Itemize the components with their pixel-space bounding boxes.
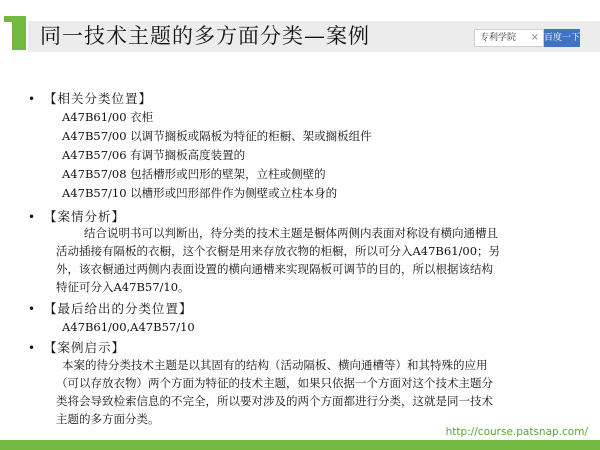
title-accent-bar [12,16,26,50]
footer-url[interactable]: http://course.patsnap.com/ [445,426,588,438]
classification-item: A47B57/08 包括槽形或凹形的壁架，立柱或侧壁的 [62,167,326,181]
section-heading-position: 【相关分类位置】 [44,91,153,106]
bullet-icon: • [28,92,36,106]
search-box[interactable] [474,29,544,47]
clear-icon[interactable]: × [530,32,539,43]
search-input[interactable]: 专利学院 [480,33,517,43]
section-heading-analysis: 【案情分析】 [44,209,126,224]
insight-line: （可以存放衣物）两个方面为特征的技术主题，如果只依据一个方面对这个技术主题分 [56,376,493,390]
insight-line: 类将会导致检索信息的不完全，所以要对涉及的两个方面都进行分类，这就是同一技术 [56,394,493,408]
classification-item: A47B61/00 衣柜 [62,110,154,124]
final-classification: A47B61/00,A47B57/10 [62,320,195,334]
analysis-line: 结合说明书可以判断出，待分类的技术主题是橱体两侧内表面对称设有横向通槽且 [84,226,498,240]
classification-item: A47B57/00 以调节搁板或隔板为特征的柜橱、架或搁板组件 [62,129,372,143]
slide-title: 同一技术主题的多方面分类—案例 [40,24,370,48]
bullet-icon: • [28,210,36,224]
classification-item: A47B57/06 有调节搁板高度装置的 [62,148,246,162]
slide-header [0,0,600,58]
analysis-line: 特征可分入A47B57/10。 [56,280,190,294]
bullet-icon: • [28,302,36,316]
footer-rule [0,440,600,450]
insight-line: 主题的多方面分类。 [56,412,160,426]
analysis-line: 活动插接有隔板的衣橱，这个衣橱是用来存放衣物的柜橱，所以可分入A47B61/00；另 [56,244,501,258]
section-heading-result: 【最后给出的分类位置】 [44,301,193,316]
section-heading-insight: 【案例启示】 [44,340,126,355]
bullet-icon: • [28,341,36,355]
search-button[interactable]: 百度一下 [544,29,580,47]
insight-line: 本案的待分类技术主题是以其固有的结构（活动隔板、横向通槽等）和其特殊的应用 [62,358,488,372]
classification-item: A47B57/10 以槽形或凹形部件作为侧壁或立柱本身的 [62,186,338,200]
analysis-line: 外，该衣橱通过两侧内表面设置的横向通槽来实现隔板可调节的目的，所以根据该结构 [56,262,493,276]
